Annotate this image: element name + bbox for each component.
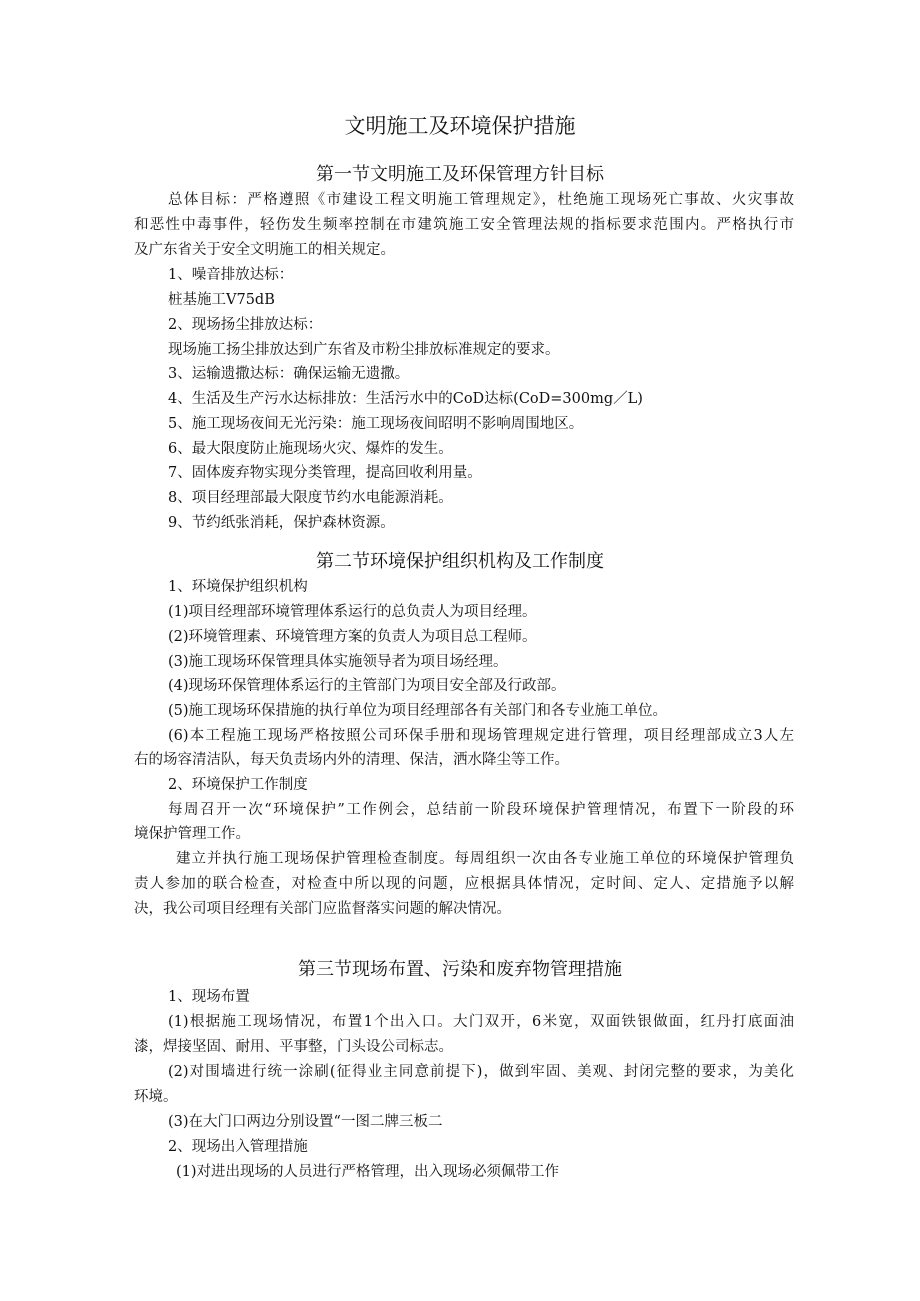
noise-target-detail: 桩基施工V75dB	[168, 292, 275, 308]
site-layout-item-2-line-1: (2)对围墙进行统一涂刷(征得业主同意前提下)，做到牢固、美观、封闭完整的要求，为美化	[168, 1064, 794, 1080]
sewage-target: 4、生活及生产污水达标排放：生活污水中的CoD达标(CoD=300mg／L)	[168, 391, 643, 407]
org-item-5: (5)施工现场环保措施的执行单位为项目经理部各有关部门和各专业施工单位。	[168, 703, 668, 719]
document-title: 文明施工及环境保护措施	[344, 114, 576, 138]
section-3-heading: 第三节现场布置、污染和废弃物管理措施	[298, 959, 622, 980]
dust-target: 2、现场扬尘排放达标：	[168, 317, 323, 333]
access-management-subheading: 2、现场出入管理措施	[168, 1139, 308, 1155]
section-1-goal-line-1: 总体目标：严格遵照《市建设工程文明施工管理规定》，杜绝施工现场死亡事故、火灾事故	[168, 192, 794, 208]
org-item-4: (4)现场环保管理体系运行的主管部门为项目安全部及行政部。	[168, 678, 566, 694]
section-1-heading: 第一节文明施工及环保管理方针目标	[316, 164, 604, 185]
org-item-1: (1)项目经理部环境管理体系运行的总负责人为项目经理。	[168, 604, 537, 620]
inspection-system-line-3: 决，我公司项目经理有关部门应监督落实问题的解决情况。	[134, 901, 511, 917]
section-2-heading: 第二节环境保护组织机构及工作制度	[316, 551, 604, 572]
work-system-subheading: 2、环境保护工作制度	[168, 777, 308, 793]
site-layout-item-1-line-2: 漆，焊接坚固、耐用、平事整，门头设公司标志。	[134, 1039, 453, 1055]
energy-saving-target: 8、项目经理部最大限度节约水电能源消耗。	[168, 490, 453, 506]
site-layout-subheading: 1、现场布置	[168, 989, 250, 1005]
solid-waste-target: 7、固体废弃物实现分类管理，提高回收利用量。	[168, 465, 482, 481]
site-layout-item-2-line-2: 环境。	[134, 1089, 178, 1105]
light-pollution-target: 5、施工现场夜间无光污染：施工现场夜间昭明不影响周围地区。	[168, 416, 584, 432]
inspection-system-line-2: 责人参加的联合检查，对检查中所以现的问题，应根据具体情况，定时间、定人、定措施予以解	[134, 876, 794, 892]
paper-saving-target: 9、节约纸张消耗，保护森林资源。	[168, 515, 395, 531]
access-management-item-1: (1)对进出现场的人员进行严格管理，出入现场必须佩带工作	[176, 1164, 560, 1180]
section-1-goal-line-3: 及广东省关于安全文明施工的相关规定。	[134, 242, 395, 258]
org-structure-subheading: 1、环境保护组织机构	[168, 579, 308, 595]
transport-target: 3、运输遗撒达标：确保运输无遗撒。	[168, 366, 410, 382]
org-item-6-line-1: (6)本工程施工现场严格按照公司环保手册和现场管理规定进行管理，项目经理部成立3人左	[168, 728, 794, 744]
site-layout-item-3: (3)在大门口两边分别设置“一图二牌三板二	[168, 1114, 443, 1130]
org-item-2: (2)环境管理素、环境管理方案的负责人为项目总工程师。	[168, 629, 537, 645]
dust-target-detail: 现场施工扬尘排放达到广东省及市粉尘排放标准规定的要求。	[168, 342, 560, 358]
weekly-meeting-line-2: 境保护管理工作。	[134, 826, 250, 842]
site-layout-item-1-line-1: (1)根据施工现场情况，布置1个出入口。大门双开，6米宽，双面铁银做面，红丹打底面油	[168, 1014, 794, 1030]
weekly-meeting-line-1: 每周召开一次“环境保护”工作例会，总结前一阶段环境保护管理情况，布置下一阶段的环	[168, 802, 794, 818]
org-item-3: (3)施工现场环保管理具体实施领导者为项目场经理。	[168, 654, 508, 670]
inspection-system-line-1: 建立并执行施工现场保护管理检查制度。每周组织一次由各专业施工单位的环境保护管理负	[176, 851, 794, 867]
org-item-6-line-2: 右的场容清洁队，每天负责场内外的清理、保洁，洒水降尘等工作。	[134, 752, 569, 768]
section-1-goal-line-2: 和恶性中毒事件，轻伤发生频率控制在市建筑施工安全管理法规的指标要求范围内。严格执行市	[134, 217, 794, 233]
noise-target: 1、噪音排放达标：	[168, 267, 294, 283]
fire-prevention-target: 6、最大限度防止施现场火灾、爆炸的发生。	[168, 441, 453, 457]
